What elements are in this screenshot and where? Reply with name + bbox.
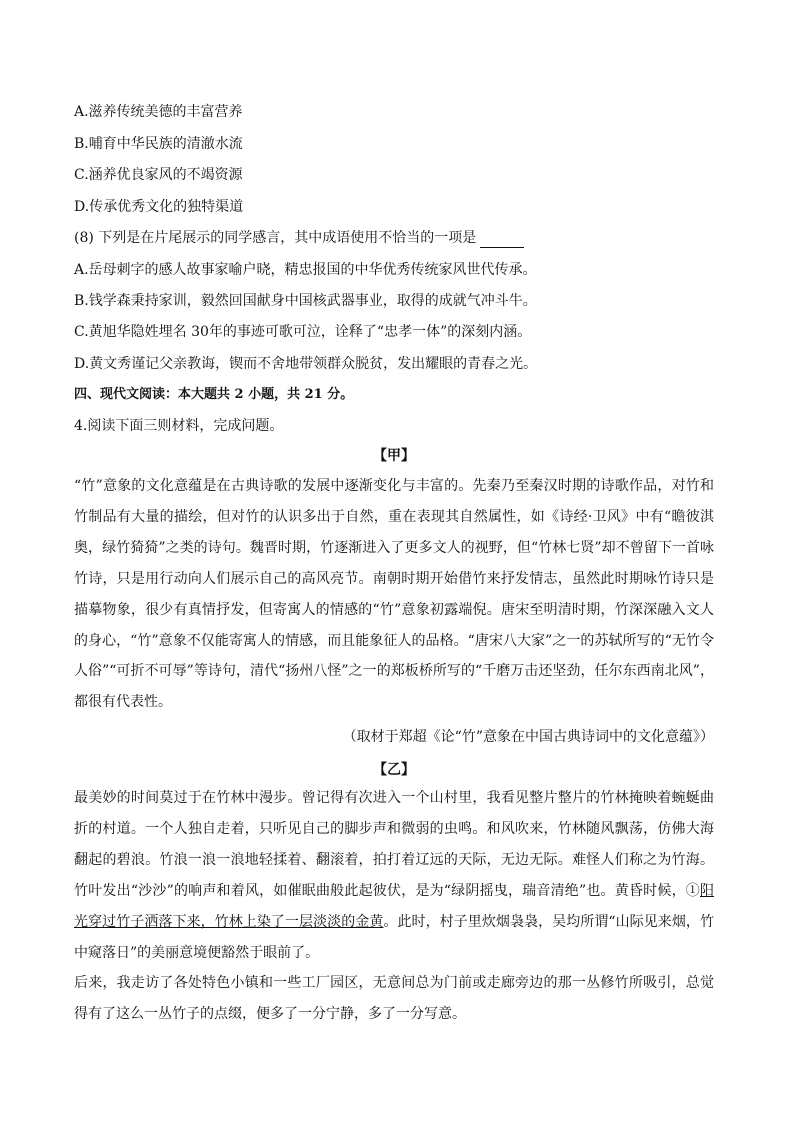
material-jia-text: “竹”意象的文化意蕴是在古典诗歌的发展中逐渐变化与丰富的。先秦乃至秦汉时期的诗歌作品，对竹和竹制品有大量的描绘，但对竹的认识多出于自然，重在表现其自然属性，如《诗经·卫风》中有“瞻彼淇奥，绿竹猗猗”之类的诗句。魏晋时期，竹逐渐进入了更多文人的视野，但“竹林七贤”却不曾留下一首咏竹诗，只是用行动向人们展示自己的高风亮节。南朝时期开始借竹来抒发情志，虽然此时期咏竹诗只是描摹物象，很少有真情抒发，但寄寓人的情感的“竹”意象初露端倪。唐宋至明清时期，竹深深融入文人的身心，“竹”意象不仅能寄寓人的情感，而且能象征人的品格。“唐宋八大家”之一的苏轼所写的“无竹令人俗”“可折不可辱”等诗句，清代“扬州八怪”之一的郑板桥所写的“千磨万击还坚劲，任尔东西南北风”，都很有代表性。 [74,478,714,711]
option-c-prev: C.涵养优良家风的不竭资源 [74,167,243,183]
question-8-text: (8) 下列是在片尾展示的同学感言，其中成语使用不恰当的一项是 [74,230,477,246]
question-8-stem [74,228,724,248]
option-d-prev: D.传承优秀文化的独特渠道 [74,199,244,215]
option-a-prev: A.滋养传统美德的丰富营养 [74,104,243,120]
option-b-prev: B.哺育中华民族的清澈水流 [74,136,243,152]
section-4-heading: 四、现代文阅读：本大题共 2 小题，共 21 分。 [74,387,354,402]
q8-option-a: A.岳母刺字的感人故事家喻户晓，精忠报国的中华优秀传统家风世代传承。 [74,262,537,278]
yi-p1-underlined-sentence: 阳光穿过竹子洒落下来，竹林上染了一层淡淡的金黄 [74,882,714,930]
q8-option-b: B.钱学森秉持家训，毅然回国献身中国核武器事业，取得的成就气冲斗牛。 [74,293,537,309]
material-yi-title: 【乙】 [373,762,415,778]
q8-option-d: D.黄文秀谨记父亲教诲，锲而不舍地带领群众脱贫，发出耀眼的青春之光。 [74,356,538,372]
yi-p1-before: 最美妙的时间莫过于在竹林中漫步。曾记得有次进入一个山村里，我看见整片整片的竹林掩映着蜿蜒曲折的村道。一个人独自走着，只听见自己的脚步声和微弱的虫鸣。和风吹来，竹林随风飘荡，仿佛大海翻起的碧浪。竹浪一浪一浪地轻揉着、翻滚着，拍打着辽远的天际，无边无际。难怪人们称之为竹海。竹叶发出“沙沙”的响声和着风，如催眠曲般此起彼伏，是为“绿阴摇曳，瑞音清绝”也。黄昏时候，① [74,790,714,899]
material-yi-paragraph-1 [74,783,714,968]
question-4-instruction: 4.阅读下面三则材料，完成问题。 [74,418,284,434]
yi-p1-after: 。此时，村子里炊烟袅袅，吴均所谓“山际见来烟，竹中窥落日”的美丽意境便豁然于眼前了。 [74,913,715,961]
answer-blank [480,233,524,248]
q8-option-c: C.黄旭华隐姓埋名 30年的事迹可歌可泣，诠释了“忠孝一体”的深刻内涵。 [74,324,532,340]
material-jia-source: （取材于郑超《论“竹”意象在中国古典诗词中的文化意蕴》） [342,729,714,745]
material-yi-paragraph-2: 后来，我走访了各处特色小镇和一些工厂园区，无意间总为门前或走廊旁边的那一丛修竹所吸引，总觉得有了这么一丛竹子的点缀，便多了一分宁静，多了一分写意。 [74,975,714,1022]
material-jia-title: 【甲】 [373,448,415,464]
